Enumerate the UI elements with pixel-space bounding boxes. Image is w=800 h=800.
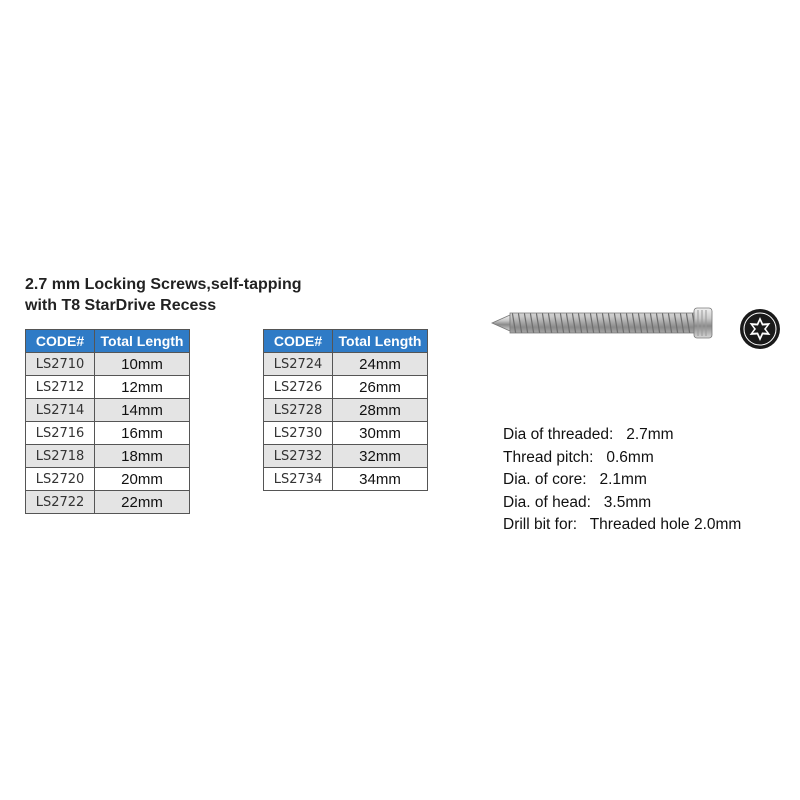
- table-row: [264, 468, 428, 491]
- locking-screw-image: [488, 302, 720, 344]
- header-total-length: Total Length: [95, 330, 190, 353]
- table-row: [26, 376, 190, 399]
- length-cell: 12mm: [95, 376, 190, 399]
- spec-drill-bit: Drill bit for: Threaded hole 2.0mm: [503, 516, 742, 533]
- length-cell: 14mm: [95, 399, 190, 422]
- code-cell: LS2722: [26, 491, 95, 514]
- spec-thread-pitch: Thread pitch: 0.6mm: [503, 448, 654, 466]
- code-cell: LS2718: [26, 445, 95, 468]
- table-row: [26, 468, 190, 491]
- code-cell: LS2730: [264, 422, 333, 445]
- title-line-1: 2.7 mm Locking Screws,self-tapping: [25, 276, 302, 293]
- code-cell: LS2734: [264, 468, 333, 491]
- code-cell: LS2732: [264, 445, 333, 468]
- table-row: [26, 399, 190, 422]
- screw-specifications: [503, 424, 741, 537]
- length-cell: 26mm: [333, 376, 428, 399]
- page-title: [25, 274, 302, 316]
- table-row: [26, 422, 190, 445]
- length-cell: 20mm: [95, 468, 190, 491]
- table-row: [26, 445, 190, 468]
- length-cell: 28mm: [333, 399, 428, 422]
- code-cell: LS2724: [264, 353, 333, 376]
- table-row: [264, 399, 428, 422]
- spec-thread-diameter: Dia of threaded: 2.7mm: [503, 426, 674, 443]
- table-row: [264, 445, 428, 468]
- length-cell: 16mm: [95, 422, 190, 445]
- table-row: [264, 376, 428, 399]
- length-cell: 22mm: [95, 491, 190, 514]
- code-cell: LS2712: [26, 376, 95, 399]
- star-drive-recess-icon: [738, 307, 782, 351]
- code-cell: LS2726: [264, 376, 333, 399]
- header-total-length: Total Length: [333, 330, 428, 353]
- length-cell: 18mm: [95, 445, 190, 468]
- code-cell: LS2720: [26, 468, 95, 491]
- title-line-2: with T8 StarDrive Recess: [25, 297, 217, 314]
- code-cell: LS2728: [264, 399, 333, 422]
- length-cell: 24mm: [333, 353, 428, 376]
- code-cell: LS2710: [26, 353, 95, 376]
- code-cell: LS2714: [26, 399, 95, 422]
- code-cell: LS2716: [26, 422, 95, 445]
- length-cell: 30mm: [333, 422, 428, 445]
- table-row: [264, 422, 428, 445]
- length-cell: 32mm: [333, 445, 428, 468]
- code-length-table-right: [263, 329, 428, 491]
- table-row: [26, 353, 190, 376]
- spec-head-diameter: Dia. of head: 3.5mm: [503, 493, 652, 511]
- header-code: CODE#: [264, 330, 333, 353]
- spec-core-diameter: Dia. of core: 2.1mm: [503, 471, 647, 488]
- header-code: CODE#: [26, 330, 95, 353]
- code-length-table-left: [25, 329, 190, 514]
- length-cell: 10mm: [95, 353, 190, 376]
- table-row: [264, 353, 428, 376]
- length-cell: 34mm: [333, 468, 428, 491]
- table-row: [26, 491, 190, 514]
